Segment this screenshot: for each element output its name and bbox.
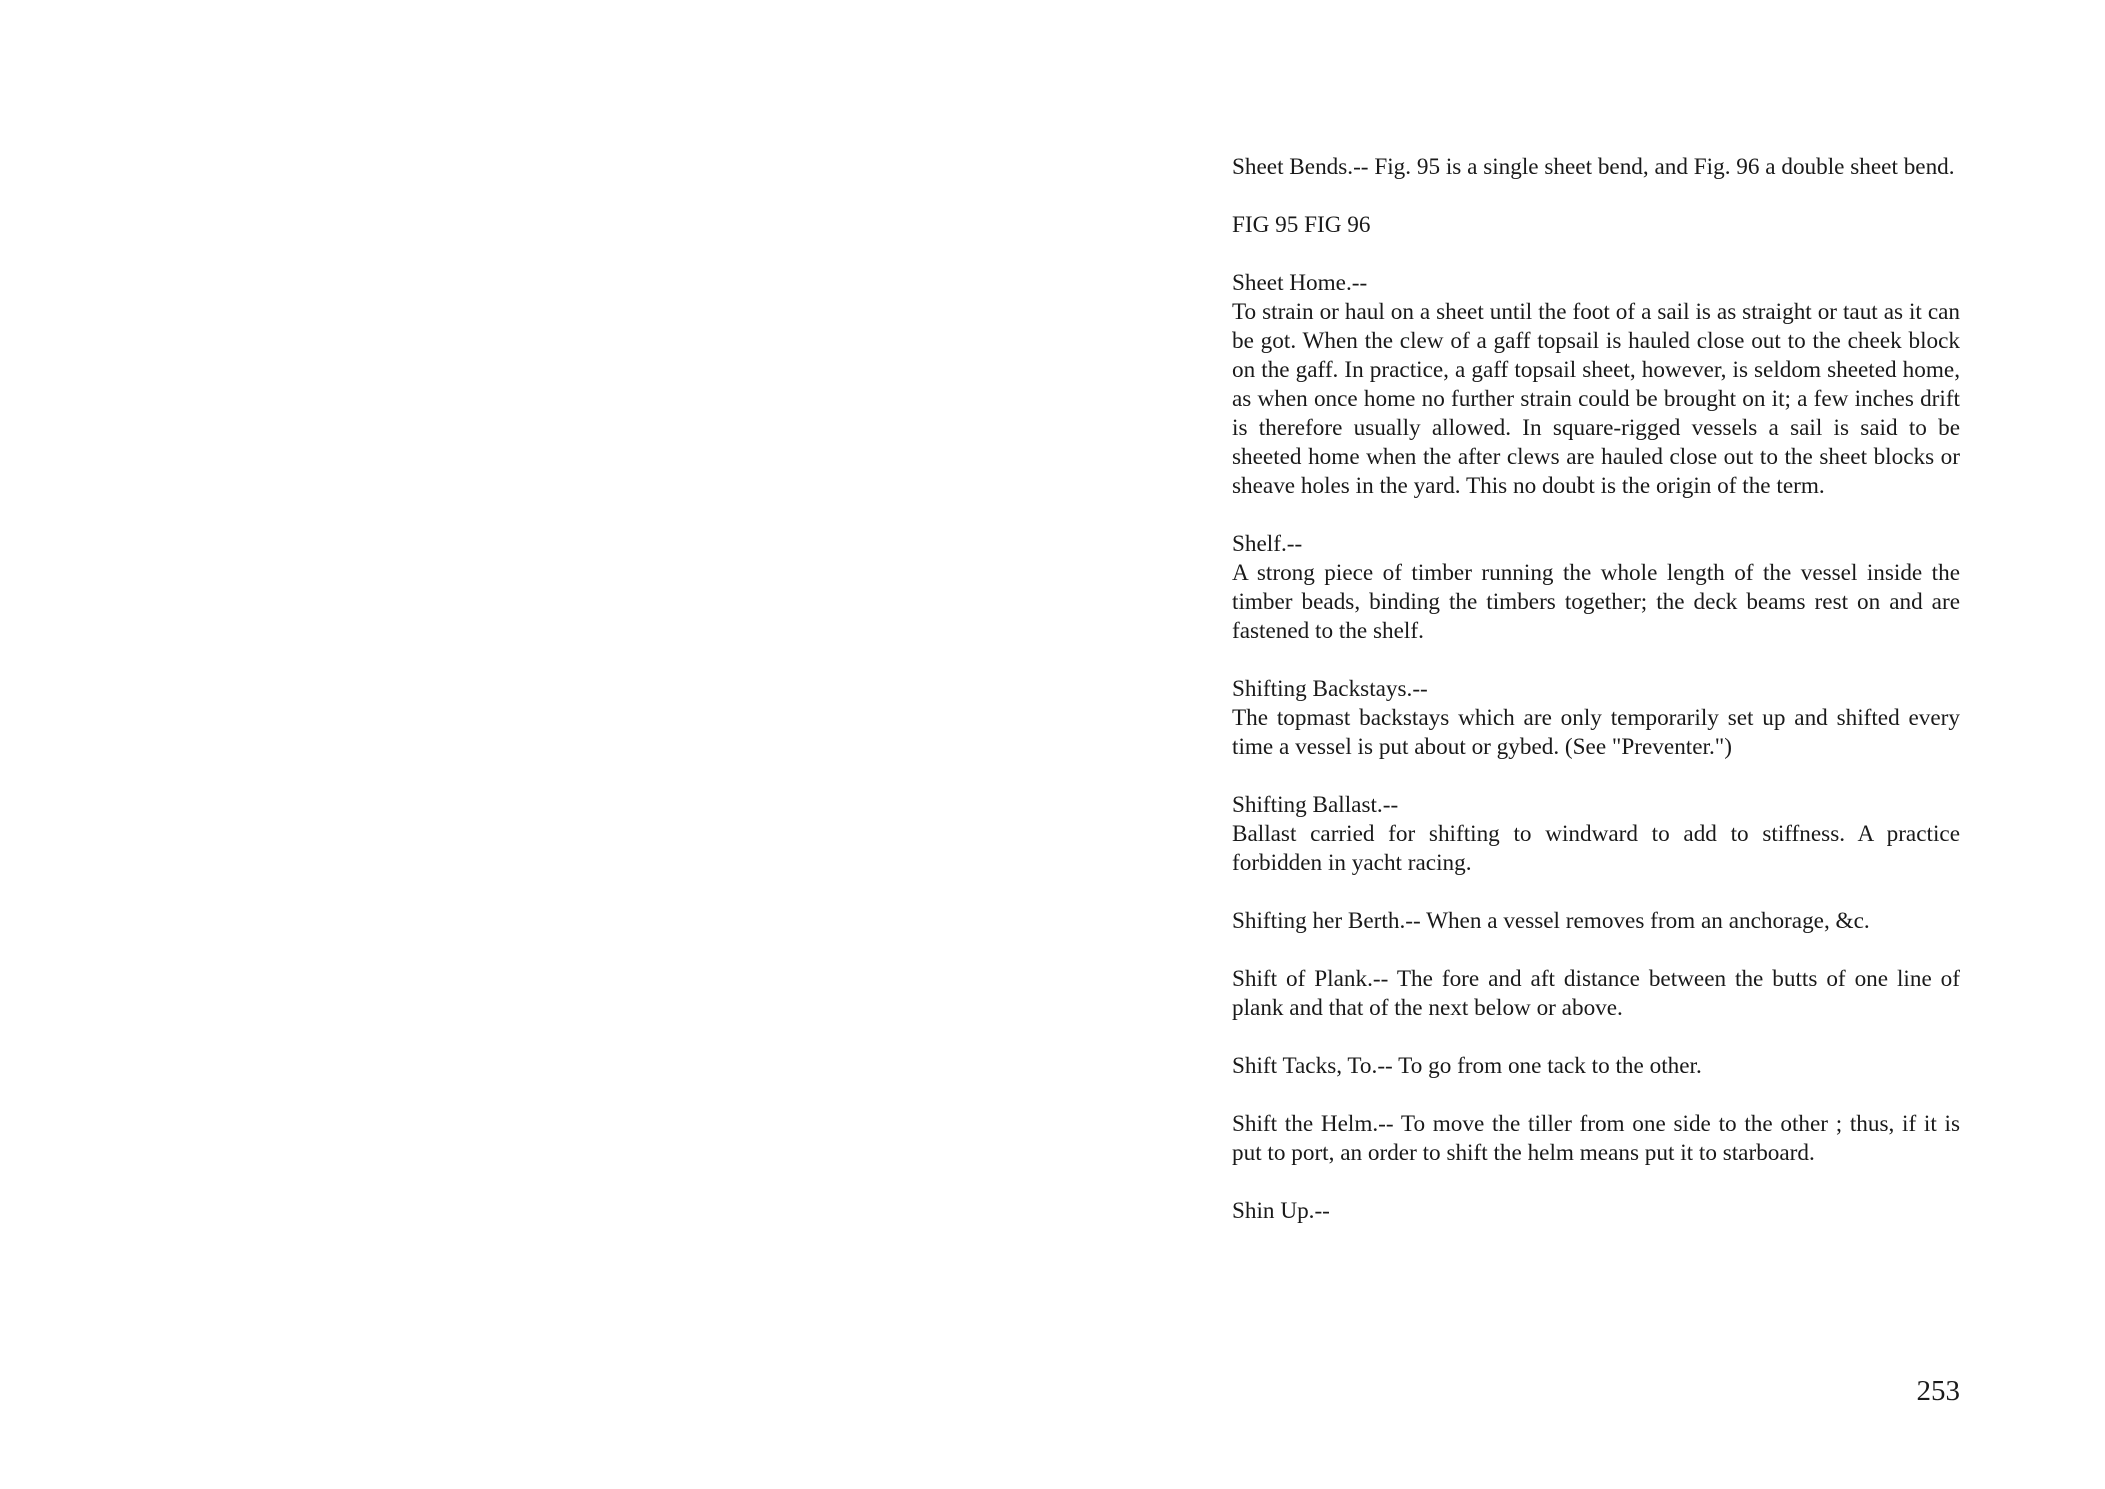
entry-definition: To move the tiller from one side to the other ; thus, if it is put to port, an order to shift the helm means put it to starboard. <box>1232 1111 1960 1166</box>
entry-shift-of-plank <box>1232 965 1960 1023</box>
entry-shin-up <box>1232 1197 1960 1226</box>
entry-shifting-backstays <box>1232 675 1960 762</box>
entry-shift-tacks <box>1232 1052 1960 1081</box>
entry-shelf <box>1232 530 1960 646</box>
blank-left-page <box>0 0 1052 1489</box>
entry-term: Shift the Helm.-- <box>1232 1111 1394 1137</box>
entry-term: Shifting Backstays.-- <box>1232 676 1428 702</box>
entry-shift-the-helm <box>1232 1110 1960 1168</box>
entry-definition: Ballast carried for shifting to windward to add to stiffness. A practice forbidden in yacht racing. <box>1232 821 1960 876</box>
entry-sheet-bends <box>1232 153 1960 182</box>
figure-caption: FIG 95 FIG 96 <box>1232 212 1371 238</box>
entry-sheet-home <box>1232 269 1960 501</box>
entry-term: Sheet Bends.-- <box>1232 154 1369 180</box>
entry-term: Sheet Home.-- <box>1232 270 1368 296</box>
entry-definition: When a vessel removes from an anchorage, &c. <box>1426 908 1870 934</box>
entry-shifting-her-berth <box>1232 907 1960 936</box>
entry-term: Shifting Ballast.-- <box>1232 792 1399 818</box>
entry-term: Shin Up.-- <box>1232 1198 1330 1224</box>
entry-definition: To strain or haul on a sheet until the foot of a sail is as straight or taut as it can be got. When the clew of a gaff topsail is hauled close out to the cheek block on the gaff. In practice, a gaff topsail sheet, however, is seldom sheeted home, as when once home no further strain could be brought on it; a few inches drift is therefore usually allowed. In square-rigged vessels a sail is said to be sheeted home when the after clews are hauled close out to the sheet blocks or sheave holes in the yard. This no doubt is the origin of the term. <box>1232 299 1960 499</box>
entry-shifting-ballast <box>1232 791 1960 878</box>
entry-definition: The fore and aft distance between the butts of one line of plank and that of the next below or above. <box>1232 966 1960 1021</box>
entry-term: Shift Tacks, To.-- <box>1232 1053 1393 1079</box>
entry-definition: Fig. 95 is a single sheet bend, and Fig. 96 a double sheet bend. <box>1374 154 1955 180</box>
entry-definition: To go from one tack to the other. <box>1398 1053 1702 1079</box>
figure-caption-95-96 <box>1232 211 1960 240</box>
entry-term: Shift of Plank.-- <box>1232 966 1389 992</box>
page-number: 253 <box>1916 1375 1960 1407</box>
entry-definition: The topmast backstays which are only temporarily set up and shifted every time a vessel is put about or gybed. (See "Preventer.") <box>1232 705 1960 760</box>
entry-definition: A strong piece of timber running the whole length of the vessel inside the timber beads, binding the timbers together; the deck beams rest on and are fastened to the shelf. <box>1232 560 1960 644</box>
entry-term: Shifting her Berth.-- <box>1232 908 1421 934</box>
dictionary-text-column <box>1232 153 1960 1255</box>
entry-term: Shelf.-- <box>1232 531 1303 557</box>
